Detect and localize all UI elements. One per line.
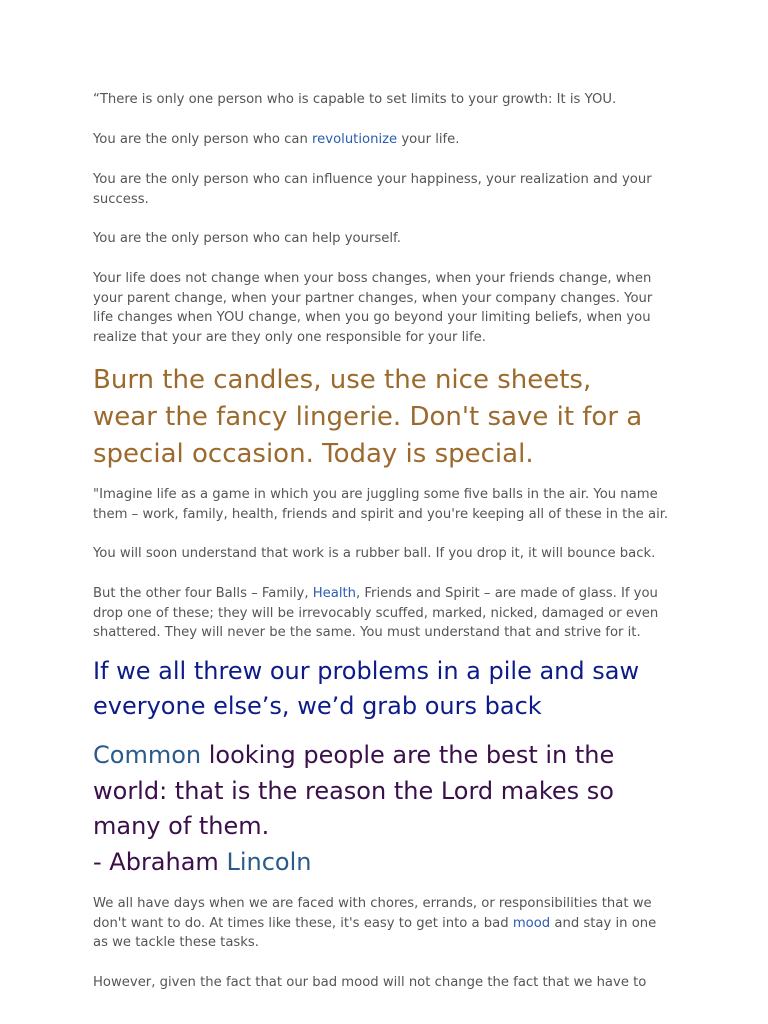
text-line: Your life does not change when your boss changes, when your friends change, when xyxy=(93,271,652,286)
common-link[interactable]: Common xyxy=(93,741,202,769)
text-line: You will soon understand that work is a rubber ball. If you drop it, it will bounce back. xyxy=(93,546,656,561)
quote-line: wear the fancy lingerie. Don't save it for a xyxy=(93,402,643,432)
text-line: We all have days when we are faced with chores, errands, or responsibilities that we xyxy=(93,896,652,911)
text-line: You are the only person who can help yourself. xyxy=(93,231,401,246)
text-segment: and stay in one xyxy=(550,915,657,931)
quote-line: world: that is the reason the Lord makes so xyxy=(93,776,614,805)
text-line: your parent change, when your partner changes, when your company changes. Your xyxy=(93,290,653,306)
text-line: as we tackle these tasks. xyxy=(93,935,259,951)
quote-burn-the-candles xyxy=(93,362,642,473)
text-segment: , Friends and Spirit – are made of glass. If you xyxy=(356,586,658,601)
paragraph-however xyxy=(93,973,646,993)
quote-common-looking-people xyxy=(93,738,614,880)
paragraph-rubber-ball xyxy=(93,544,655,564)
text-line: success. xyxy=(93,191,149,207)
quote-segment: looking people are the best in the xyxy=(201,741,615,769)
health-link[interactable]: Health xyxy=(312,586,357,601)
text-line: shattered. They will never be the same. You must understand that and strive for it. xyxy=(93,625,641,641)
quote-line: many of them. xyxy=(93,812,270,840)
text-segment: your life. xyxy=(397,132,460,147)
quote-attribution: - Abraham xyxy=(93,847,227,876)
paragraph-revolutionize xyxy=(93,130,459,150)
text-line: realize that your are they only one responsible for your life. xyxy=(93,329,486,345)
quote-problems-pile xyxy=(93,654,639,724)
quote-line: Burn the candles, use the nice sheets, xyxy=(93,365,592,395)
text-segment: But the other four Balls – Family, xyxy=(93,586,313,601)
text-segment: You are the only person who can xyxy=(93,132,313,147)
text-segment: don't want to do. At times like these, it's easy to get into a bad xyxy=(93,915,513,931)
text-line: them – work, family, health, friends and spirit and you're keeping all of these in the air. xyxy=(93,506,669,522)
paragraph-only-person xyxy=(93,90,616,110)
quote-line: If we all threw our problems in a pile and saw xyxy=(93,657,640,685)
text-line: “There is only one person who is capable to set limits to your growth: It is YOU. xyxy=(93,92,617,107)
paragraph-juggling-balls xyxy=(93,485,668,524)
text-line: "Imagine life as a game in which you are juggling some five balls in the air. You name xyxy=(93,487,658,502)
text-line: You are the only person who can influence your happiness, your realization and your xyxy=(93,172,652,187)
quote-line: everyone else’s, we’d grab ours back xyxy=(93,692,542,720)
revolutionize-link[interactable]: revolutionize xyxy=(312,132,398,147)
lincoln-link[interactable]: Lincoln xyxy=(226,847,312,876)
paragraph-bad-mood xyxy=(93,894,656,953)
paragraph-help-yourself xyxy=(93,229,401,249)
text-line: drop one of these; they will be irrevocably scuffed, marked, nicked, damaged or even xyxy=(93,605,659,621)
paragraph-glass-balls xyxy=(93,584,658,643)
quote-line: special occasion. Today is special. xyxy=(93,439,534,469)
mood-link[interactable]: mood xyxy=(512,915,551,931)
paragraph-happiness xyxy=(93,170,652,209)
paragraph-life-changes xyxy=(93,269,652,347)
text-line: However, given the fact that our bad mood will not change the fact that we have to xyxy=(93,975,647,990)
text-line: life changes when YOU change, when you go beyond your limiting beliefs, when you xyxy=(93,310,651,326)
